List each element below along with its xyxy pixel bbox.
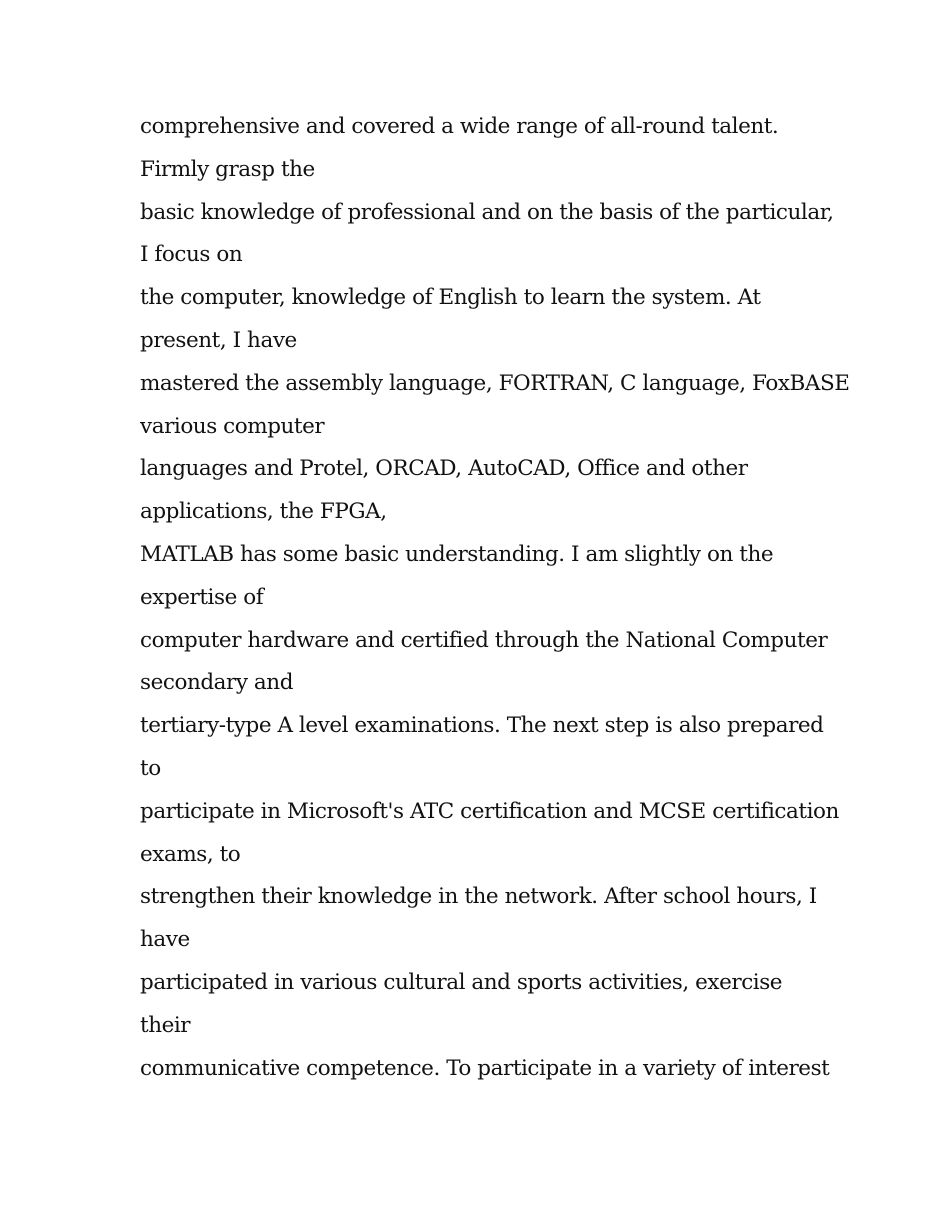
text-line: basic knowledge of professional and on the basis of the particular,: [140, 199, 834, 225]
text-line: participate in Microsoft's ATC certification and MCSE certification: [140, 798, 839, 824]
text-line: the computer, knowledge of English to learn the system. At: [140, 285, 761, 311]
text-line: I focus on: [140, 242, 243, 268]
text-line: comprehensive and covered a wide range of all-round talent.: [140, 114, 779, 139]
text-line: MATLAB has some basic understanding. I am slightly on the: [140, 541, 774, 567]
document-body: [140, 106, 850, 1090]
text-line: applications, the FPGA,: [140, 499, 387, 525]
text-line: languages and Protel, ORCAD, AutoCAD, Office and other: [140, 456, 748, 482]
text-line: communicative competence. To participate in a variety of interest: [140, 1055, 830, 1081]
text-line: Firmly grasp the: [140, 156, 315, 182]
text-line: exams, to: [140, 841, 241, 867]
text-line: strengthen their knowledge in the network. After school hours, I: [140, 884, 817, 910]
text-line: secondary and: [140, 670, 294, 696]
text-line: have: [140, 927, 190, 953]
text-line: expertise of: [140, 584, 264, 610]
text-line: to: [140, 755, 161, 781]
text-line: participated in various cultural and sports activities, exercise: [140, 969, 783, 995]
text-line: computer hardware and certified through the National Computer: [140, 627, 828, 653]
text-line: present, I have: [140, 327, 297, 353]
text-line: tertiary-type A level examinations. The next step is also prepared: [140, 713, 824, 739]
text-line: various computer: [140, 413, 325, 439]
text-line: mastered the assembly language, FORTRAN, C language, FoxBASE: [140, 370, 850, 396]
text-line: their: [140, 1012, 191, 1038]
